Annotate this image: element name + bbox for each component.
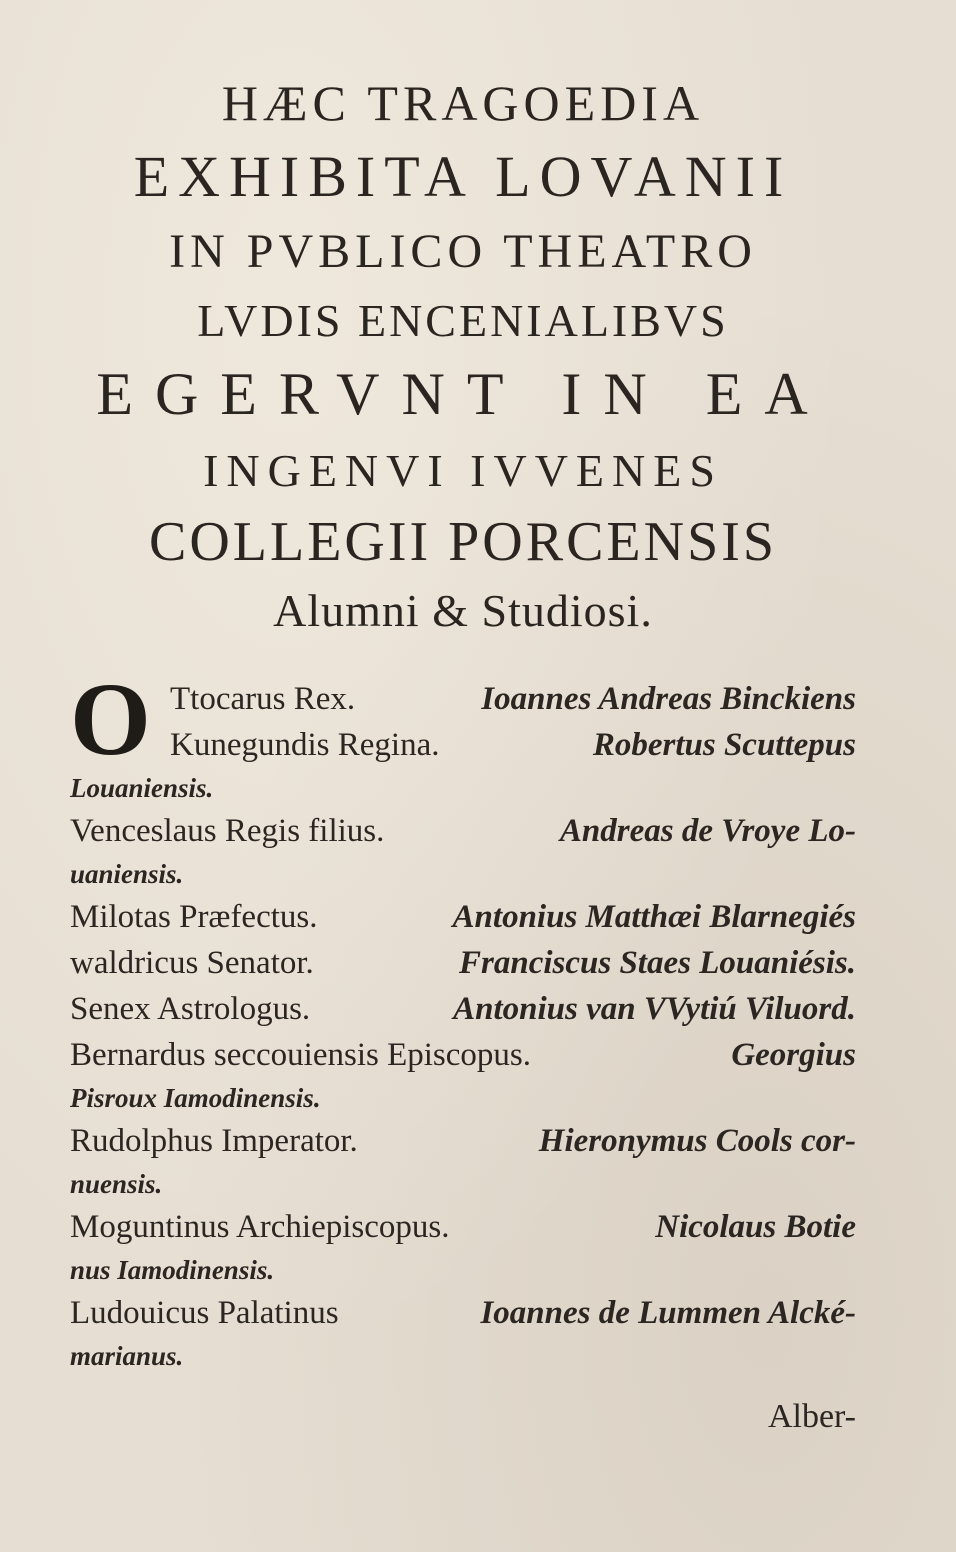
- cast-entry: [70, 986, 856, 1032]
- title-line: LVDIS ENCENIALIBVS: [197, 295, 729, 346]
- cast-role: Kunegundis Regina.: [170, 727, 440, 763]
- cast-entry: [70, 940, 856, 986]
- cast-entry: [70, 1204, 856, 1290]
- cast-actor-continuation: marianus.: [70, 1341, 184, 1371]
- cast-actor: Hieronymus Cools cor-: [538, 1123, 856, 1159]
- title-line: COLLEGII PORCENSIS: [148, 511, 778, 573]
- cast-entry: [70, 1032, 856, 1118]
- title-line: EXHIBITA LOVANII: [133, 144, 793, 209]
- cast-actor: Antonius van VVytiú Viluord.: [453, 991, 856, 1027]
- cast-entry: [70, 1118, 856, 1204]
- cast-role: Senex Astrologus.: [70, 991, 311, 1027]
- cast-actor-continuation: Louaniensis.: [70, 773, 214, 803]
- cast-role: Milotas Præfectus.: [70, 899, 318, 935]
- cast-actor-continuation: nus Iamodinensis.: [70, 1255, 275, 1285]
- cast-role: Moguntinus Archiepiscopus.: [70, 1209, 450, 1245]
- cast-list: [70, 662, 856, 1376]
- title-line: INGENVI IVVENES: [203, 445, 723, 496]
- cast-role: Venceslaus Regis filius.: [70, 813, 385, 849]
- cast-role: Ludouicus Palatinus: [70, 1295, 339, 1331]
- cast-actor: Antonius Matthæi Blarnegiés: [452, 899, 856, 935]
- cast-actor-continuation: uaniensis.: [70, 859, 184, 889]
- cast-actor: Franciscus Staes Louaniésis.: [459, 945, 856, 981]
- cast-actor: Robertus Scuttepus: [592, 727, 856, 763]
- cast-role: Bernardus seccouiensis Episcopus.: [70, 1037, 531, 1073]
- cast-entry: [70, 1290, 856, 1376]
- title-block: [70, 75, 856, 636]
- cast-actor: Andreas de Vroye Lo-: [559, 813, 856, 849]
- title-line: HÆC TRAGOEDIA: [221, 75, 705, 131]
- title-line: EGERVNT IN EA: [96, 361, 830, 427]
- cast-entry: [70, 662, 856, 777]
- title-line: IN PVBLICO THEATRO: [169, 225, 757, 278]
- title-line: Alumni & Studiosi.: [273, 585, 653, 636]
- cast-actor-continuation: nuensis.: [70, 1169, 163, 1199]
- cast-role: waldricus Senator.: [70, 945, 314, 981]
- cast-actor: Nicolaus Botie: [655, 1209, 856, 1245]
- cast-actor: Ioannes de Lummen Alcké-: [480, 1295, 856, 1331]
- cast-role: Rudolphus Imperator.: [70, 1123, 358, 1159]
- cast-actor-continuation: Pisroux Iamodinensis.: [70, 1083, 321, 1113]
- cast-entry: [70, 808, 856, 894]
- cast-actor: Georgius: [731, 1037, 856, 1073]
- cast-entry: [70, 894, 856, 940]
- catchword: Alber-: [767, 1398, 856, 1435]
- cast-role: Ttocarus Rex.: [170, 681, 356, 717]
- cast-actor: Ioannes Andreas Binckiens: [481, 681, 856, 717]
- drop-cap: O: [70, 662, 151, 777]
